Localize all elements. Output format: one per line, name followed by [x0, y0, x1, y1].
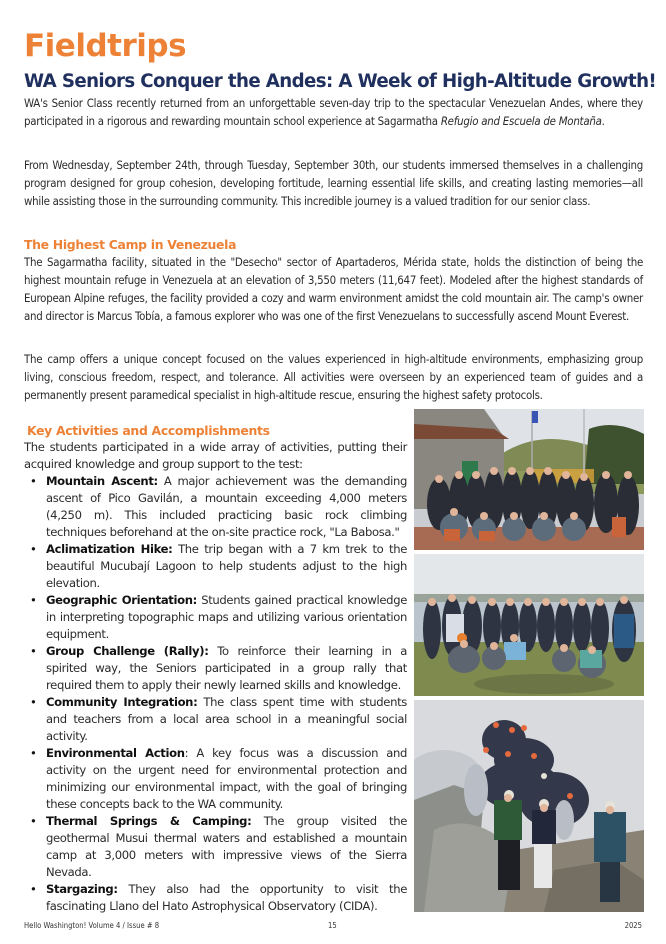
bullet-icon: • [30, 593, 37, 607]
bullet-icon: • [30, 695, 37, 709]
summit-photo-image [414, 700, 644, 912]
activity-title: Environmental Action [46, 746, 185, 760]
dates-paragraph: From Wednesday, September 24th, through Tuesday, September 30th, our students immersed themselves in a challenging program designed for group cohesion, developing fortitude, learning essential life skills, and creating lasting memories—all while assisting those in the surrounding community. This incredible journey is a valued tradition for our senior class. [24, 158, 643, 208]
activity-title: Thermal Springs & Camping: [46, 814, 252, 828]
intro-paragraph [24, 94, 643, 130]
section-title: Fieldtrips [24, 28, 187, 64]
activity-item [24, 592, 407, 643]
camp-paragraph-2: The camp offers a unique concept focused on the values experienced in high-altitude environments, emphasizing group living, conscious freedom, respect, and tolerance. All activities were overseen by an experienced team of guides and a permanently present paramedical specialist in high-altitude rescue, ensuring the highest safety protocols. [24, 352, 643, 402]
activity-title: Community Integration: [46, 695, 198, 709]
bullet-icon: • [30, 474, 37, 488]
bullet-icon: • [30, 644, 37, 658]
lagoon-photo-image [414, 554, 644, 696]
refuge-photo-image [414, 409, 644, 550]
bullet-icon: • [30, 542, 37, 556]
activity-text: : A key focus was a discussion and activity on the urgent need for environmental protection and minimizing our environmental impact, with the goal of bringing these concepts back to the WA community. [46, 746, 407, 811]
activity-item [24, 643, 407, 694]
activity-title: Group Challenge (Rally): [46, 644, 209, 658]
photo-group-on-summit [414, 700, 644, 912]
activities-intro: The students participated in a wide array of activities, putting their acquired knowledge and group support to the test: [24, 440, 407, 471]
activity-title: Stargazing: [46, 882, 118, 896]
photo-group-at-lagoon [414, 554, 644, 696]
intro-italic-name: Refugio and Escuela de Montaña [440, 114, 602, 128]
activity-text: The group visited the geothermal Musui thermal waters and established a mountain camp at 3,000 meters with impressive views of the Sierra Nevada. [46, 814, 407, 879]
footer-year: 2025 [624, 921, 642, 930]
activity-text: The trip began with a 7 km trek to the beautiful Mucubají Lagoon to help students adjust to the high elevation. [46, 542, 407, 590]
activity-text: The class spent time with students and teachers from a local area school in a meaningful social activity. [46, 695, 407, 743]
activity-title: Aclimatization Hike: [46, 542, 173, 556]
intro-end: . [601, 114, 605, 128]
activity-item [24, 813, 407, 881]
activity-item [24, 473, 407, 541]
activity-item [24, 881, 407, 915]
photo-group-at-refuge [414, 409, 644, 550]
activities-list [24, 473, 407, 915]
bullet-icon: • [30, 814, 37, 828]
footer-publication: Hello Washington! Volume 4 / Issue # 8 [24, 921, 160, 930]
activity-text: They also had the opportunity to visit the fascinating Llano del Hato Astrophysical Observatory (CIDA). [46, 882, 407, 913]
activity-item [24, 745, 407, 813]
activity-item [24, 541, 407, 592]
activity-text: A major achievement was the demanding ascent of Pico Gavilán, a mountain exceeding 4,000 meters (4,250 m). This included practicing basic rock climbing techniques beforehand at the on-site practice rock, "La Babosa." [46, 474, 407, 539]
camp-paragraph-1: The Sagarmatha facility, situated in the "Desecho" sector of Apartaderos, Mérida state, holds the distinction of being the highest mountain refuge in Venezuela at an elevation of 3,550 meters (11,647 feet). Modeled after the highest standards of European Alpine refuges, the facility provided a cozy and warm environment amidst the cold mountain air. The camp's owner and director is Marcus Tobía, a famous explorer who was one of the first Venezuelans to successfully ascend Mount Everest. [24, 255, 643, 323]
activity-title: Mountain Ascent: [46, 474, 158, 488]
activity-text: Students gained practical knowledge in interpreting topographic maps and utilizing various orientation equipment. [46, 593, 407, 641]
bullet-icon: • [30, 746, 37, 760]
activities-column [24, 439, 407, 915]
footer-page-number: 15 [328, 921, 337, 930]
activity-item [24, 694, 407, 745]
activity-title: Geographic Orientation: [46, 593, 197, 607]
activity-text: To reinforce their learning in a spirited way, the Seniors participated in a group rally that required them to apply their newly learned skills and knowledge. [46, 644, 407, 692]
activities-subheading: Key Activities and Accomplishments [27, 423, 270, 438]
bullet-icon: • [30, 882, 37, 896]
intro-text: WA's Senior Class recently returned from an unforgettable seven-day trip to the spectacular Venezuelan Andes, where they participated in a rigorous and rewarding mountain school experience at Sagarmatha [24, 96, 643, 128]
article-headline: WA Seniors Conquer the Andes: A Week of High-Altitude Growth! [24, 71, 657, 92]
camp-subheading: The Highest Camp in Venezuela [24, 237, 237, 252]
